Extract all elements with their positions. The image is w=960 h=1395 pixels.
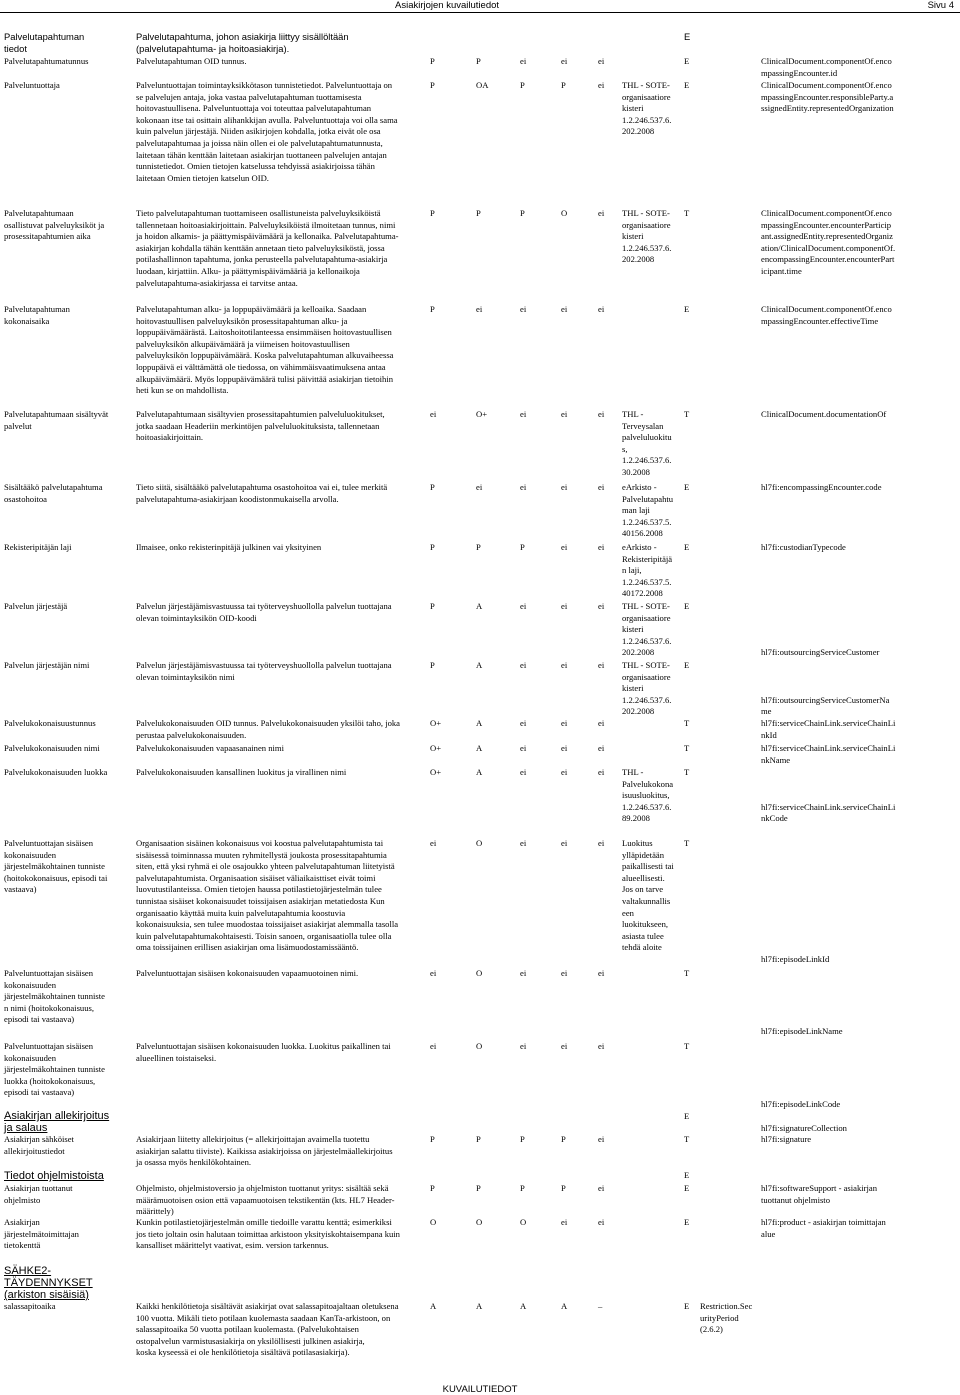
field-flag: P xyxy=(430,1134,435,1144)
field-codeset: THL - Terveysalan palveluluokitu s, 1.2.246.537.6. 30.2008 xyxy=(622,409,672,477)
field-flag: ei xyxy=(561,743,568,753)
field-flag: A xyxy=(476,601,483,611)
field-flag: ei xyxy=(520,56,527,66)
field-description: Palvelukokonaisuuden kansallinen luokitus ja virallinen nimi xyxy=(136,767,347,777)
field-name: Palvelun järjestäjä xyxy=(4,601,68,611)
field-mapping: hl7fi:custodianTypecode xyxy=(761,542,846,552)
field-flag: ei xyxy=(598,838,605,848)
field-name: Palvelukokonaisuustunnus xyxy=(4,718,96,728)
field-flag: ei xyxy=(520,718,527,728)
field-mapping: hl7fi:episodeLinkName xyxy=(761,1025,843,1036)
field-flag: P xyxy=(430,56,435,66)
field-flag: P xyxy=(520,208,525,218)
field-flag: ei xyxy=(430,409,437,419)
field-mark: T xyxy=(684,409,690,419)
field-flag: A xyxy=(476,743,483,753)
field-description: Palvelukokonaisuuden vapaasanainen nimi xyxy=(136,743,284,753)
field-mark: T xyxy=(684,718,690,728)
field-flag: P xyxy=(561,1134,566,1144)
field-mark: T xyxy=(684,968,690,978)
field-flag: ei xyxy=(561,838,568,848)
field-mapping: ClinicalDocument.componentOf.enco mpassingEncounter.id xyxy=(761,56,892,78)
field-flag: ei xyxy=(561,482,568,492)
field-mark: E xyxy=(684,1170,690,1180)
field-name: Palveluntuottajan sisäisen kokonaisuuden järjestelmäkohtainen tunniste (hoitokokonaisuus, episodi tai vastaava) xyxy=(4,838,108,895)
field-name: Palveluntuottajan sisäisen kokonaisuuden järjestelmäkohtainen tunniste n nimi (hoitokokonaisuus, episodi tai vastaava) xyxy=(4,968,105,1025)
field-flag: P xyxy=(430,660,435,670)
field-flag: ei xyxy=(561,601,568,611)
field-codeset: THL - Palvelukokona isuusluokitus, 1.2.246.537.6. 89.2008 xyxy=(622,767,674,824)
field-flag: ei xyxy=(561,660,568,670)
header-rule xyxy=(0,12,960,13)
field-flag: O xyxy=(520,1217,527,1227)
field-name: Palvelutapahtuman kokonaisaika xyxy=(4,304,70,326)
field-mapping: ClinicalDocument.componentOf.enco mpassingEncounter.effectiveTime xyxy=(761,304,892,326)
field-mark: E xyxy=(684,80,690,90)
field-flag: ei xyxy=(476,304,483,314)
field-description: Ilmaisee, onko rekisterinpitäjä julkinen vai yksityinen xyxy=(136,542,322,552)
field-description: Palvelukokonaisuuden OID tunnus. Palvelukokonaisuuden yksilöi taho, joka perustaa palvelukokonaisuuden. xyxy=(136,718,400,740)
field-flag: ei xyxy=(520,601,527,611)
header-title: Asiakirjojen kuvailutiedot xyxy=(395,0,500,11)
field-codeset: eArkisto - Palvelutapahtu man laji 1.2.246.537.5. 40156.2008 xyxy=(622,482,674,539)
field-flag: P xyxy=(561,80,566,90)
field-flag: P xyxy=(430,80,435,90)
field-flag: ei xyxy=(520,767,527,777)
field-flag: P xyxy=(561,1183,566,1193)
field-description: Palvelutapahtuma, johon asiakirja liittyy sisällöltään (palvelutapahtuma- ja hoitoasiakirja). xyxy=(136,31,349,54)
field-flag: O+ xyxy=(430,767,442,777)
field-flag: ei xyxy=(598,304,605,314)
field-mark: E xyxy=(684,482,690,492)
field-flag: ei xyxy=(598,718,605,728)
field-flag: A xyxy=(561,1301,568,1311)
field-codeset: THL - SOTE- organisaatiore kisteri 1.2.246.537.6. 202.2008 xyxy=(622,601,672,658)
field-flag: ei xyxy=(561,56,568,66)
field-description: Tieto siitä, sisältääkö palvelutapahtuma osastohoitoa vai ei, tulee merkitä palvelutapahtuma-asiakirjaan koodistonmukaisella arvolla. xyxy=(136,482,388,504)
field-flag: ei xyxy=(598,80,605,90)
field-flag: ei xyxy=(598,542,605,552)
section-title: SÄHKE2- TÄYDENNYKSET (arkiston sisäisiä) xyxy=(4,1265,93,1301)
field-flag: ei xyxy=(598,660,605,670)
field-mark: E xyxy=(684,1183,690,1193)
field-codeset: THL - SOTE- organisaatiore kisteri 1.2.246.537.6. 202.2008 xyxy=(622,660,672,717)
field-codeset: THL - SOTE- organisaatiore kisteri 1.2.246.537.6. 202.2008 xyxy=(622,80,672,137)
field-flag: ei xyxy=(561,767,568,777)
footer-label: KUVAILUTIEDOT xyxy=(442,1384,518,1395)
field-flag: A xyxy=(520,1301,527,1311)
field-flag: ei xyxy=(561,542,568,552)
field-flag: ei xyxy=(598,208,605,218)
field-mapping: ClinicalDocument.componentOf.enco mpassingEncounter.encounterParticip ant.assignedEntity.representedOrganiz ation/ClinicalDocument.componentOf. encompassingEncounter.encounterPart icipant.time xyxy=(761,208,896,276)
field-flag: ei xyxy=(598,743,605,753)
field-mapping: ClinicalDocument.documentationOf xyxy=(761,409,887,419)
field-flag: ei xyxy=(476,482,483,492)
field-description: Palveluntuottajan toimintayksikkötason tunnistetiedot. Palveluntuottaja on se palvelujen antaja, joka vastaa palvelutapahtuman tuottamisesta hoitovastuullisena. Palveluntuottaja voi toteuttaa palvelutapahtuman kokonaan itse tai osittain alihankkijan avulla. Palveluntuottaja voi olla sama kuin palvelun järjestäjä. Niiden asikirjojen kohdalla, jotka eivät ole osa palvelutapahtumaa ja joissa näin ollen ei ole palvelutapahtumatunnusta, laitetaan tähän kenttään laitetaan asiakirjan tuottaneen palvelujen antajan tunnistetiedot. Omien tietojen katselussa tehdyissä asiakirjoissa tähän laitetaan Omien tietojen katselun OID. xyxy=(136,80,398,183)
field-name: Palveluntuottaja xyxy=(4,80,60,90)
field-description: Tieto palvelutapahtuman tuottamiseen osallistuneista palveluyksiköistä tallennetaan hoitoasiakirjoittain. Palveluyksiköistä ilmoitetaan tunnus, nimi ja hoidon alkamis- ja päättymispäivämäärä ja kellonaika. Palvelutapahtuma- asiakirjan kohdalla tähän kenttään annetaan tieto palveluyksiköstä, jossa potilashallinnon tapahtuma, jonka perusteella palvelutapahtuma-asiakirja luodaan, kirjattiin. Alku- ja päättymispäivämääriä ja kellonaikoja palvelutapahtuma-asiakirjassa ei tarvitse antaa. xyxy=(136,208,399,288)
field-name: Rekisteripitäjän laji xyxy=(4,542,72,552)
field-flag: P xyxy=(430,482,435,492)
field-mark: T xyxy=(684,838,690,848)
field-flag: ei xyxy=(520,838,527,848)
field-flag: ei xyxy=(520,743,527,753)
field-name: Sisältääkö palvelutapahtuma osastohoitoa xyxy=(4,482,103,504)
field-flag: ei xyxy=(598,1217,605,1227)
field-flag: O xyxy=(476,1041,483,1051)
field-flag: P xyxy=(520,80,525,90)
field-flag: ei xyxy=(561,718,568,728)
field-mapping: hl7fi:episodeLinkCode xyxy=(761,1098,841,1109)
field-description: Palvelun järjestäjämisvastuussa tai työterveyshuollolla palvelun tuottajana olevan toimintayksikön nimi xyxy=(136,660,392,682)
field-name: Palvelutapahtuman tiedot xyxy=(4,31,85,54)
field-description: Kaikki henkilötietoja sisältävät asiakirjat ovat salassapitoajaltaan oletuksena 100 vuotta. Mikäli tieto potilaan kuolemasta saadaan KanTa-arkistoon, on salassapitoaika 50 vuotta potilaan kuolemasta. (Palvelukohtaisen ostopalvelun varmistusasiakirja on yksilöllisesti julkinen asiakirja, koska kyseessä ei ole henkilötietoja sisältävä potilasasiakirja). xyxy=(136,1301,399,1358)
field-description: Organisaation sisäinen kokonaisuus voi koostua palvelutapahtumista tai sisäisessä toiminnassa muuten ryhmitellystä joukosta prosessitapahtumia siten, että yksi ryhmä ei ole osajoukko yhteen palvelutapahtuman liitetyistä palvelutapahtumista. Organisaation sisäiset väliaikaisttiset eivät toimi luovutustilanteissa. Omien tietojen haussa potilastietojärjestelmän tulee tunnistaa sisäiset kokonaisuudet toissijaisen asiakirjan metatiedosta Kun organisaatio käyttää muita kuin palvelutapahtumia koostuvia kokonaisuuksia, sen tulee muodostaa toissijaiset asiakirjat alemmalla tasolla kuin palvelutapahtumakohtaisesti. Toisin sanoen, organisaatiolla tulee olla oma toissijainen erillisen asiakirjan oma lisämuodostamissääntö. xyxy=(136,838,399,953)
field-description: Palveluntuottajan sisäisen kokonaisuuden vapaamuotoinen nimi. xyxy=(136,968,359,978)
field-name: Palvelun järjestäjän nimi xyxy=(4,660,90,670)
field-description: Palveluntuottajan sisäisen kokonaisuuden luokka. Luokitus paikallinen tai alueellinen toistaiseksi. xyxy=(136,1041,391,1063)
field-codeset: eArkisto - Rekisteripitäjä n laji, 1.2.246.537.5. 40172.2008 xyxy=(622,542,673,599)
field-flag: P xyxy=(476,1134,481,1144)
field-description: Ohjelmisto, ohjelmistoversio ja ohjelmiston tuottanut yritys: sisältää sekä määrämuotoisen osion että vapaamuotoisen tekstikentän (kts. HL7 Header- määrittely) xyxy=(136,1183,395,1217)
field-description: Asiakirjaan liitetty allekirjoitus (= allekirjoittajan avaimella tuotettu asiakirjan salattu tiiviste). Kaikissa asiakirjoissa on järjestelmäallekirjoitus ja osassa myös henkilökohtainen. xyxy=(136,1134,393,1168)
field-flag: ei xyxy=(430,838,437,848)
field-flag: P xyxy=(430,304,435,314)
field-mark: E xyxy=(684,56,690,66)
field-flag: ei xyxy=(520,304,527,314)
field-name: Asiakirjan sähköiset allekirjoitustiedot xyxy=(4,1134,74,1156)
field-flag: ei xyxy=(598,1134,605,1144)
field-flag: O+ xyxy=(476,409,488,419)
field-mark: T xyxy=(684,1134,690,1144)
field-name: Palvelukokonaisuuden luokka xyxy=(4,767,108,777)
field-mapping: hl7fi:softwareSupport - asiakirjan tuottanut ohjelmisto xyxy=(761,1183,877,1205)
field-mapping: hl7fi:serviceChainLink.serviceChainLi nkName xyxy=(761,743,896,765)
field-name: Asiakirjan järjestelmätoimittajan tietokenttä xyxy=(4,1217,79,1251)
field-flag: A xyxy=(476,767,483,777)
field-mark: E xyxy=(684,601,690,611)
field-flag: ei xyxy=(520,1041,527,1051)
field-mapping: hl7fi:outsourcingServiceCustomerNa me xyxy=(761,694,890,717)
field-flag: ei xyxy=(520,968,527,978)
field-flag: ei xyxy=(561,968,568,978)
field-flag: ei xyxy=(430,1041,437,1051)
field-mapping: Restriction.Sec urityPeriod (2.6.2) xyxy=(700,1301,753,1335)
section-title: Tiedot ohjelmistoista xyxy=(4,1170,104,1182)
field-flag: P xyxy=(430,601,435,611)
field-flag: A xyxy=(476,718,483,728)
field-flag: P xyxy=(476,208,481,218)
field-mapping: hl7fi:product - asiakirjan toimittajan alue xyxy=(761,1217,886,1239)
field-flag: P xyxy=(476,56,481,66)
field-flag: – xyxy=(598,1301,603,1311)
field-flag: ei xyxy=(561,1217,568,1227)
field-flag: A xyxy=(476,1301,483,1311)
field-mark: T xyxy=(684,208,690,218)
field-flag: P xyxy=(520,542,525,552)
field-description: Palvelutapahtuman alku- ja loppupäivämäärä ja kelloaika. Saadaan hoitovastuullisen palveluyksikön prosessitapahtuman alku- ja loppupäivämäärästä. Laitoshoitotilanteessa ensimmäisen hoitovastuullisen palveluyksikön alkupäivämäärä ja viimeisen hoitovastuullisen palveluyksikön loppupäivämäärä. Koska palvelutapahtuman alkuvaiheessa loppupäivä ei välttämättä ole tiedossa, on vähimmäisvaatimuksena antaa alkupäivämäärä. Myös loppupäivämäärä tulisi päivittää asiakirjan tietoihin heti kun se on mahdollista. xyxy=(136,304,394,396)
field-mark: E xyxy=(684,1111,690,1121)
field-flag: ei xyxy=(561,409,568,419)
field-flag: ei xyxy=(598,767,605,777)
field-flag: ei xyxy=(520,482,527,492)
field-name: Palvelukokonaisuuden nimi xyxy=(4,743,100,753)
field-flag: P xyxy=(430,542,435,552)
field-codeset: Luokitus ylläpidetään paikallisesti tai alueellisesti. Jos on tarve valtakunnallis een luokitukseen, asiasta tulee tehdä aloite xyxy=(622,838,674,953)
field-flag: O+ xyxy=(430,743,442,753)
field-flag: A xyxy=(430,1301,437,1311)
field-mark: E xyxy=(684,1217,690,1227)
field-mapping: ClinicalDocument.componentOf.enco mpassingEncounter.responsibleParty.a ssignedEntity.representedOrganization xyxy=(761,80,894,114)
field-codeset: THL - SOTE- organisaatiore kisteri 1.2.246.537.6. 202.2008 xyxy=(622,208,672,265)
field-flag: ei xyxy=(598,1183,605,1193)
field-description: Palvelun järjestäjämisvastuussa tai työterveyshuollolla palvelun tuottajana olevan toimintayksikön OID-koodi xyxy=(136,601,392,623)
field-flag: P xyxy=(476,1183,481,1193)
field-mark: E xyxy=(684,31,691,42)
field-description: Kunkin potilastietojärjestelmän omille tiedoille varattu kenttä; esimerkiksi jos tieto joltain osin halutaan toimittaa arkistoon yksityiskohtaisempana kuin kansalliset määrittelyt vaativat, esim. version tarkennus. xyxy=(136,1217,400,1251)
field-flag: OA xyxy=(476,80,489,90)
field-flag: ei xyxy=(598,968,605,978)
field-mark: T xyxy=(684,767,690,777)
field-flag: O xyxy=(476,968,483,978)
field-mark: E xyxy=(684,304,690,314)
field-name: Palvelutapahtumaan sisältyvät palvelut xyxy=(4,409,109,431)
field-flag: ei xyxy=(520,660,527,670)
field-flag: P xyxy=(476,542,481,552)
field-name: Asiakirjan tuottanut ohjelmisto xyxy=(4,1183,73,1205)
field-mapping: hl7fi:signature xyxy=(761,1134,812,1144)
field-name: Palvelutapahtumaan osallistuvat palveluyksiköt ja prosessitapahtumien aika xyxy=(4,208,105,242)
field-flag: O xyxy=(476,838,483,848)
field-flag: P xyxy=(430,208,435,218)
field-flag: A xyxy=(476,660,483,670)
field-mark: E xyxy=(684,1301,690,1311)
field-flag: ei xyxy=(561,1041,568,1051)
field-flag: P xyxy=(520,1183,525,1193)
field-mark: E xyxy=(684,542,690,552)
field-mark: T xyxy=(684,1041,690,1051)
field-name: Palveluntuottajan sisäisen kokonaisuuden järjestelmäkohtainen tunniste luokka (hoitokokonaisuus, episodi tai vastaava) xyxy=(4,1041,105,1098)
section-title: Asiakirjan allekirjoitus ja salaus xyxy=(4,1110,110,1134)
field-mapping: hl7fi:encompassingEncounter.code xyxy=(761,482,882,492)
field-name: Palvelutapahtumatunnus xyxy=(4,56,89,66)
field-flag: O+ xyxy=(430,718,442,728)
field-flag: O xyxy=(561,208,568,218)
field-mapping: hl7fi:signatureCollection xyxy=(761,1123,847,1133)
field-flag: ei xyxy=(520,409,527,419)
field-mark: T xyxy=(684,743,690,753)
field-flag: P xyxy=(520,1134,525,1144)
field-mapping: hl7fi:serviceChainLink.serviceChainLi nkCode xyxy=(761,801,896,824)
field-flag: O xyxy=(476,1217,483,1227)
field-flag: ei xyxy=(598,1041,605,1051)
header-page-number: Sivu 4 xyxy=(927,0,954,11)
field-flag: ei xyxy=(430,968,437,978)
field-mapping: hl7fi:outsourcingServiceCustomer xyxy=(761,647,880,658)
field-flag: ei xyxy=(598,482,605,492)
field-mark: E xyxy=(684,660,690,670)
field-name: salassapitoaika xyxy=(4,1301,56,1311)
field-description: Palvelutapahtumaan sisältyvien prosessitapahtumien palveluluokitukset, jotka saadaan Headeriin merkintöjen palveluluokituksista, tallennetaan hoitoasiakirjoittain. xyxy=(136,409,385,443)
field-flag: ei xyxy=(598,601,605,611)
field-flag: ei xyxy=(598,56,605,66)
field-description: Palvelutapahtuman OID tunnus. xyxy=(136,56,247,66)
field-flag: P xyxy=(430,1183,435,1193)
field-mapping: hl7fi:serviceChainLink.serviceChainLi nkId xyxy=(761,718,896,740)
field-flag: O xyxy=(430,1217,437,1227)
field-mapping: hl7fi:episodeLinkId xyxy=(761,953,830,964)
field-flag: ei xyxy=(598,409,605,419)
field-flag: ei xyxy=(561,304,568,314)
